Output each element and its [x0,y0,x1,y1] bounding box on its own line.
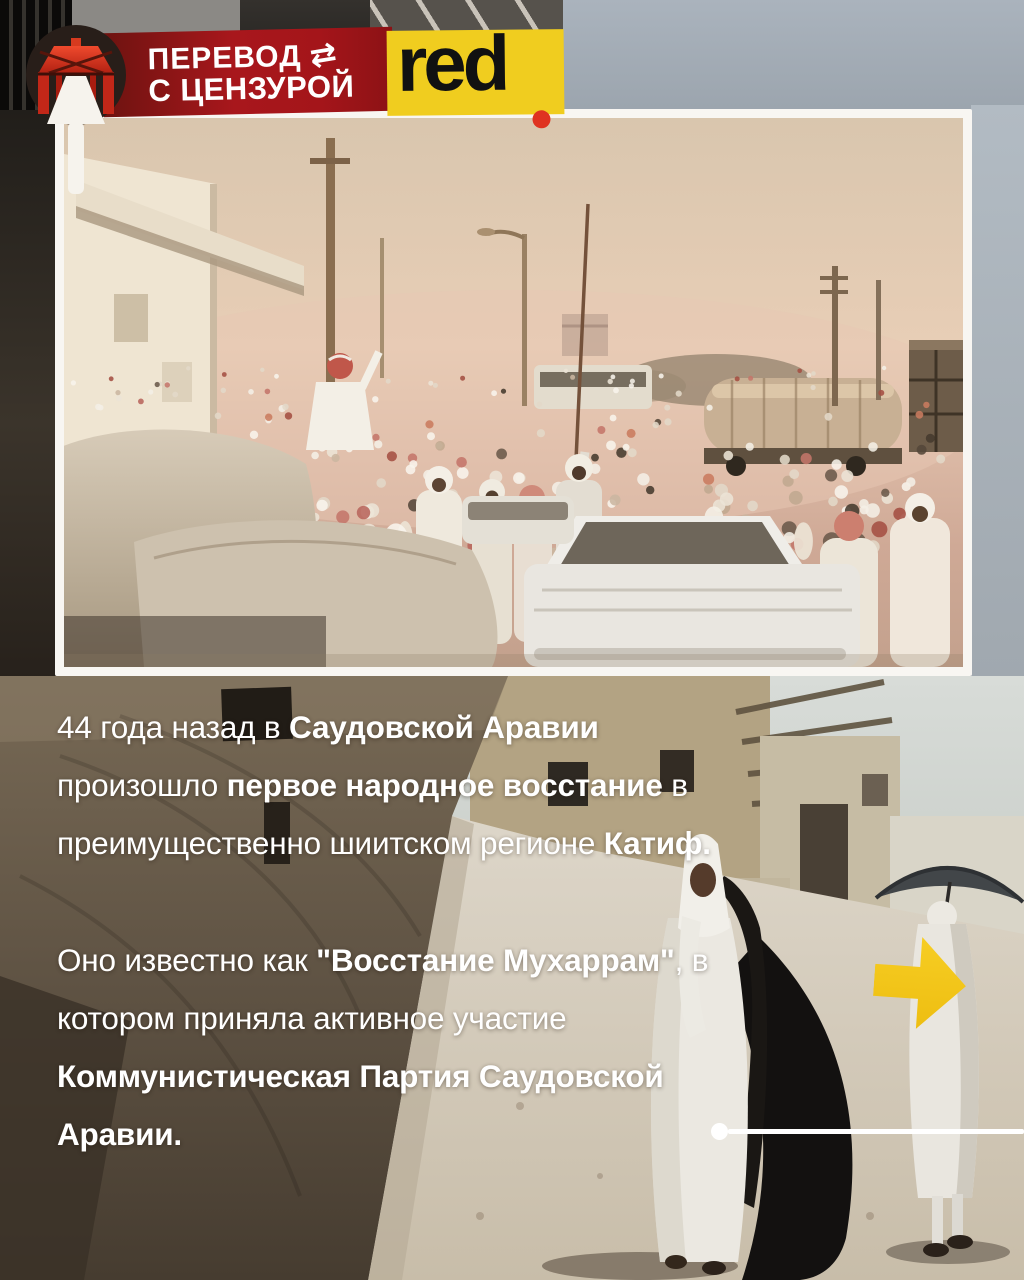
text-bold-segment: Саудовской Аравии [289,709,599,745]
background-right-strip [971,105,1024,680]
banner-title-text: ПЕРЕВОД [147,39,302,77]
text-segment: 44 года назад в [57,709,290,745]
text-segment: Оно известно как [57,942,317,978]
progress-line [728,1129,1024,1134]
paragraph-1 [57,698,711,872]
second-car-roof [462,496,574,544]
text-segment: в [662,767,688,803]
main-photo-frame [55,109,972,676]
text-bold-segment: Коммунистическая Партия Саудовской [57,1058,664,1094]
red-wordmark-dot [532,110,550,128]
text-line [57,989,708,1047]
text-line [57,756,711,814]
text-segment: котором приняла активное участие [57,1000,567,1036]
text-segment: преимущественно шиитском регионе [57,825,604,861]
main-photo-crowd [64,118,963,667]
text-bold-segment: первое народное восстание [226,767,663,803]
crowd-scene [64,118,963,667]
right-dark-structure [909,340,963,452]
paragraph-2 [57,931,708,1163]
banner-line2: С ЦЕНЗУРОЙ [148,68,355,109]
text-bold-segment: "Восстание Мухаррам" [316,942,675,978]
bus [534,365,652,409]
swap-arrows-icon: ⇄ [306,33,341,76]
text-line [57,814,711,872]
text-line [57,1047,708,1105]
text-bold-segment: Аравии. [57,1116,182,1152]
text-segment: , в [674,942,709,978]
text-line [57,1105,708,1163]
channel-logo [16,12,146,204]
progress-dot [711,1123,728,1140]
red-wordmark-box [387,18,565,116]
text-bold-segment: Катиф. [603,825,711,861]
text-line [57,698,711,756]
collage-sky-patch [563,0,1024,116]
text-line [57,931,708,989]
text-segment: произошло [57,767,227,803]
red-wordmark-text: red [396,18,507,108]
